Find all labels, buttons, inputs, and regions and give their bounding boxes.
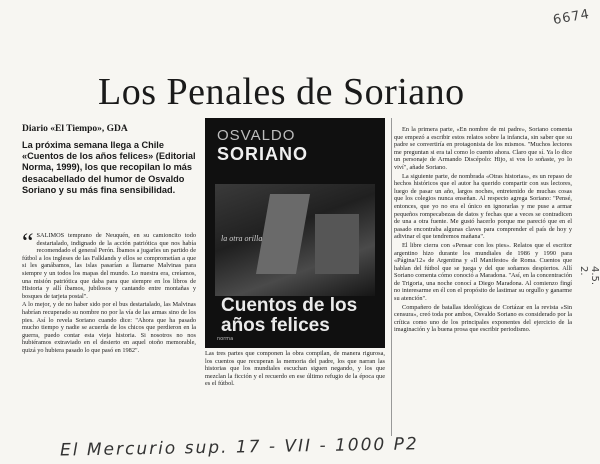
handwritten-source-note: El Mercurio sup. 17 - VII - 1000 P2 bbox=[59, 434, 419, 461]
right-paragraph-4: Compañero de batallas ideológicas de Cortázar en la revista «Sin censura», creó toda por ambos, Osvaldo Soriano es considerado por la crítica como uno de los principales exponentes del ejercicio de la imaginación y la buena prosa que escribir periodismo. bbox=[394, 303, 572, 334]
cover-author: OSVALDO SORIANO bbox=[217, 127, 309, 164]
left-paragraph-1: “ SALIMOS temprano de Neuquén, en su camioncito todo destartalado, indignado de la acción patriótica que nos había recomendado el general Perón. Íbamos a jugarles un partido de fútbol a los ingleses de las Falklands y ellos se comprometían a que si les ganábamos, las islas pasarían a llamarse Malvinas para siempre y un todos los mapas del mundo. Lo nuestra era, creíamos, una misión patriótica que daba para que siempre en los libros de Historia y allí íbamos, jubilosos y cantando entre montañas y bosques de tarjeta postal". bbox=[22, 232, 196, 300]
right-paragraph-1: En la primera parte, «En nombre de mi padre», Soriano comenta que empezó a escribir estos relatos sobre la infancia, sin saber que su padre se convertiría en protagonista de los mismos. "Muchos lectores me preguntan si era tal como lo cuento ahora. Claro que sí. Ya lo dice un personaje de Armando Discépolo: Hijo, si vos lo soñaste, yo lo viví", añade Soriano. bbox=[394, 126, 572, 171]
handwritten-margin-note: 4.5. 2. bbox=[578, 266, 600, 286]
left-paragraph-2: A lo mejor, y de no haber sido por el bus destartalado, las Malvinas habrían recuperado su nombre no por la vía de las armas sino de los pies. Así lo revela Soriano cuando dice: "Ahora que ha pasado mucho tiempo y nadie se acuerda de los chicos que perdieron en la guerra, puedo contar esta vieja historia. Si nosotros no nos hubiéramos extraviado en el desierto en aquel otoño memorable, quizá yo hubiera pasado lo que pasó en 1982". bbox=[22, 301, 196, 354]
cover-title: Cuentos de los años felices bbox=[221, 295, 358, 336]
right-paragraph-3: El libre cierra con «Pensar con los pies». Relatos que el escritor argentino hizo durante los mundiales de 1986 y 1990 para «Página/12» de Argentina y «Il Manifesto» de Roma. Cuentos que hablan del fútbol que se juega y del que soñamos despiertos. Allí Soriano comenta cómo conoció a Maradona. "Así, en la concentración de Trigoria, una noche conocí a Diego Maradona. Al comienzo fingí no interesarme en él con el propósito de lastimar su orgullo y ganarme su atención". bbox=[394, 241, 572, 303]
right-paragraph-2: La siguiente parte, de nombrada «Otras historias», es un repaso de hechos históricos que el autor ha querido compartir con sus lectores, luego de pasar un año, largos noches, entretenido de muchas cosas que los colegios nunca enseñan. Al respecto agrega Soriano: "Pensé, entonces, que yo no era el único en ignorarlas y me puse a armar pequeños rompecabezas de datos y fechas que a veces se contradicen de una a otra fuente. Me gustó hacerlo porque me pareció que en el pasado encontraba algunas claves para comprender el país de hoy y adivinar el que tendremos mañana". bbox=[394, 172, 572, 241]
drop-quote-mark: “ bbox=[22, 232, 34, 257]
article-source: Diario «El Tiempo», GDA bbox=[22, 124, 128, 134]
book-cover-image bbox=[205, 118, 385, 348]
cover-publisher: norma bbox=[217, 336, 234, 342]
middle-column-text: Las tres partes que componen la obra compilan, de manera rigurosa, los cuentos que recuperan la memoria del padre, los que narran las historias que los mundiales escuchan siguen negando, y los que mezclan la ficción y el recuerdo en ese último refugio de la época que es el fútbol. bbox=[205, 350, 385, 388]
cover-caption: la otra orilla bbox=[221, 234, 263, 243]
left-column bbox=[22, 232, 196, 430]
handwritten-archive-number: 6674 bbox=[551, 6, 592, 29]
article-headline: Los Penales de Soriano bbox=[98, 71, 465, 113]
right-column bbox=[394, 126, 572, 438]
article-lead: La próxima semana llega a Chile «Cuentos de los años felices» (Editorial Norma, 1999), los que recopilan lo más desacabellado del humor de Osvaldo Soriano y su más fina sensibilidad. bbox=[22, 140, 196, 195]
column-divider bbox=[391, 118, 392, 436]
